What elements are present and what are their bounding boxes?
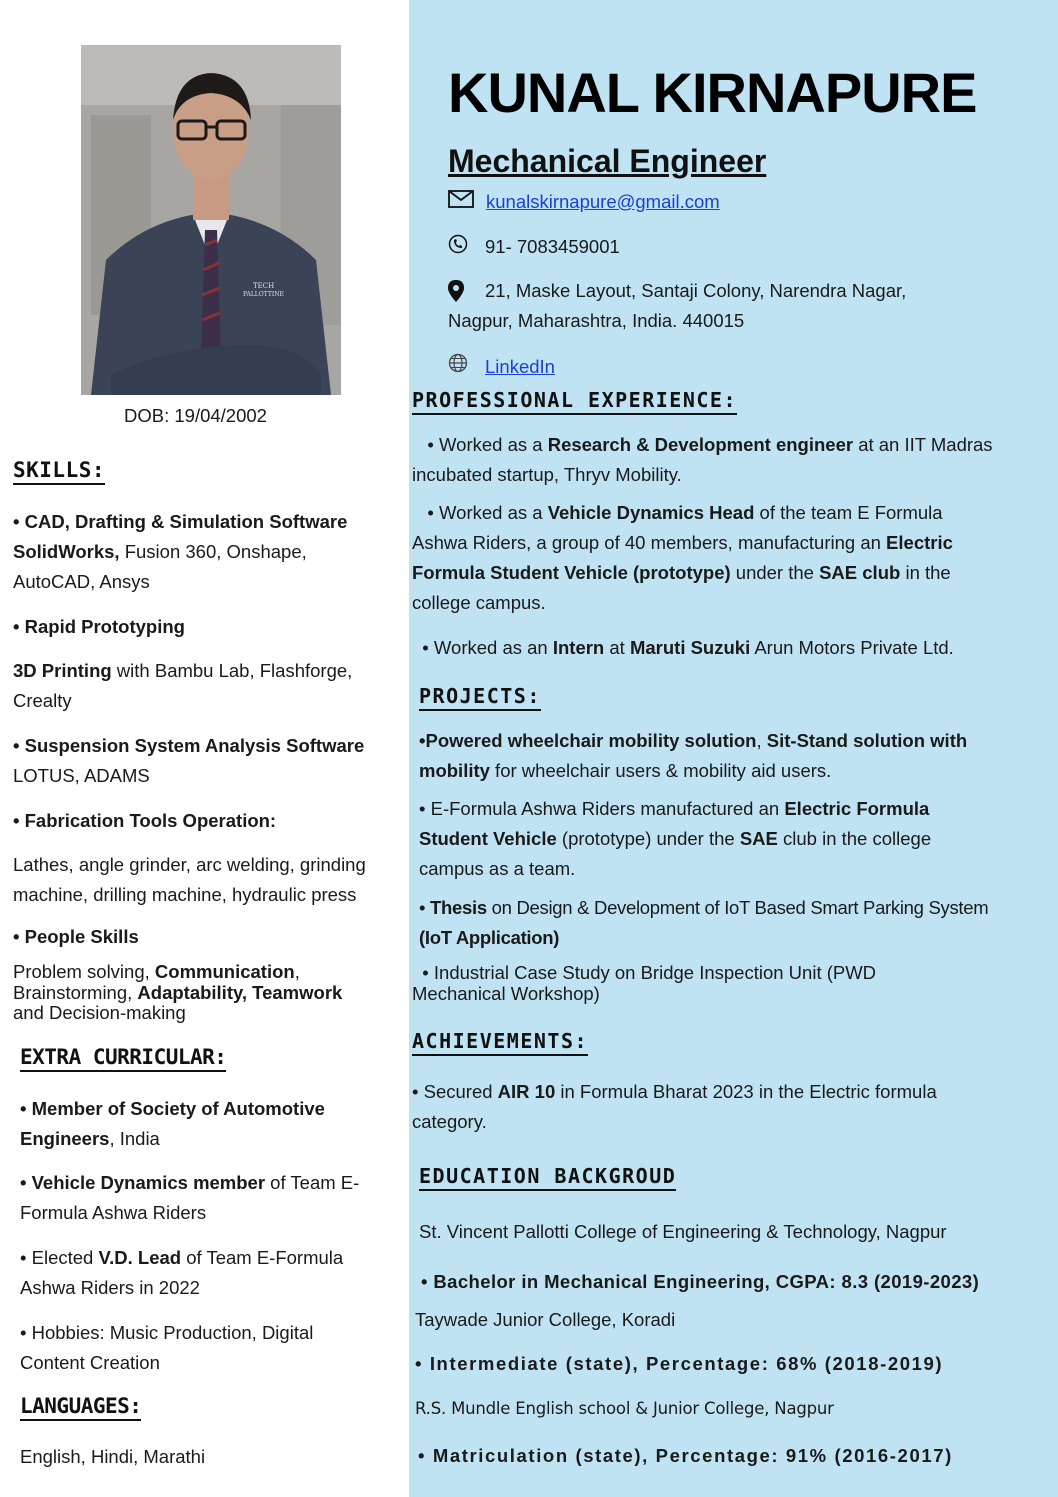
extra-vd-lead: • Elected V.D. Lead of Team E-Formula Ashwa Riders in 2022 [20, 1247, 344, 1298]
extra-hobbies: • Hobbies: Music Production, Digital Content Creation [20, 1322, 314, 1373]
projects-heading: PROJECTS: [419, 683, 541, 711]
skill-3d-printing: 3D Printing with Bambu Lab, Flashforge, Crealty [13, 660, 353, 711]
project-item-4: • Industrial Case Study on Bridge Inspection Unit (PWD Mechanical Workshop) [412, 962, 877, 1004]
phone: 91- 7083459001 [485, 236, 620, 257]
project-item-3: • Thesis on Design & Development of IoT Based Smart Parking System (IoT Application) [419, 897, 989, 948]
location-pin-icon [448, 280, 464, 302]
address-line-1: 21, Maske Layout, Santaji Colony, Narendra Nagar, [485, 280, 907, 301]
extra-sae: • Member of Society of Automotive Engineers, India [20, 1098, 325, 1149]
education-college: St. Vincent Pallotti College of Engineering & Technology, Nagpur [419, 1221, 947, 1242]
education-degree: • Bachelor in Mechanical Engineering, CGPA: 8.3 (2019-2023) [421, 1271, 980, 1292]
skill-fabrication-title: • Fabrication Tools Operation: [13, 810, 277, 831]
experience-item-1: • Worked as a Research & Development engineer at an IIT Madras incubated startup, Thryv Mobility. [412, 434, 993, 485]
extra-curricular-heading: EXTRA CURRICULAR: [20, 1044, 226, 1072]
education-matriculation: • Matriculation (state), Percentage: 91% (2016-2017) [418, 1445, 953, 1466]
dob: DOB: 19/04/2002 [124, 405, 267, 426]
address-line-2: Nagpur, Maharashtra, India. 440015 [448, 310, 745, 331]
email-link[interactable]: kunalskirnapure@gmail.com [486, 191, 720, 212]
project-item-1: •Powered wheelchair mobility solution, Sit-Stand solution with mobility for wheelchair users & mobility aid users. [419, 730, 968, 781]
experience-item-2: • Worked as a Vehicle Dynamics Head of the team E Formula Ashwa Riders, a group of 40 members, manufacturing an Electric Formula Student Vehicle (prototype) under the SAE club in the college campus. [412, 502, 953, 613]
phone-icon [448, 234, 468, 254]
extra-vehicle-dynamics: • Vehicle Dynamics member of Team E- Formula Ashwa Riders [20, 1172, 360, 1223]
education-school: R.S. Mundle English school & Junior College, Nagpur [415, 1399, 834, 1418]
achievements-heading: ACHIEVEMENTS: [412, 1028, 588, 1056]
experience-item-3: • Worked as an Intern at Maruti Suzuki Arun Motors Private Ltd. [422, 637, 954, 658]
achievement-item-1: • Secured AIR 10 in Formula Bharat 2023 in the Electric formula category. [412, 1081, 937, 1132]
education-junior-college: Taywade Junior College, Koradi [415, 1309, 676, 1330]
project-item-2: • E-Formula Ashwa Riders manufactured an Electric Formula Student Vehicle (prototype) under the SAE club in the college campus as a team. [419, 798, 932, 879]
linkedin-link[interactable]: LinkedIn [485, 356, 555, 377]
skill-cad: • CAD, Drafting & Simulation Software SolidWorks, Fusion 360, Onshape, AutoCAD, Ansys [13, 511, 348, 592]
experience-heading: PROFESSIONAL EXPERIENCE: [412, 387, 737, 415]
profile-photo [81, 45, 341, 395]
education-intermediate: • Intermediate (state), Percentage: 68% (2018-2019) [415, 1353, 944, 1374]
email-icon [448, 190, 474, 208]
languages-list: English, Hindi, Marathi [20, 1446, 206, 1467]
languages-heading: LANGUAGES: [20, 1393, 141, 1421]
skill-suspension: • Suspension System Analysis Software LOTUS, ADAMS [13, 735, 365, 786]
photo-badge-1: TECH [253, 282, 275, 290]
candidate-name: KUNAL KIRNAPURE [448, 61, 977, 124]
photo-badge-2: PALLOTTINE [243, 291, 284, 298]
skill-people-title: • People Skills [13, 926, 139, 947]
skill-rapid-prototyping: • Rapid Prototyping [13, 616, 185, 637]
globe-icon [448, 353, 468, 373]
job-title: Mechanical Engineer [448, 143, 767, 179]
skill-fabrication-tools: Lathes, angle grinder, arc welding, grinding machine, drilling machine, hydraulic press [13, 854, 366, 905]
skill-people-list: Problem solving, Communication, Brainstorming, Adaptability, Teamwork and Decision-making [13, 961, 343, 1023]
education-heading: EDUCATION BACKGROUD [419, 1163, 676, 1191]
skills-heading: SKILLS: [13, 457, 105, 485]
